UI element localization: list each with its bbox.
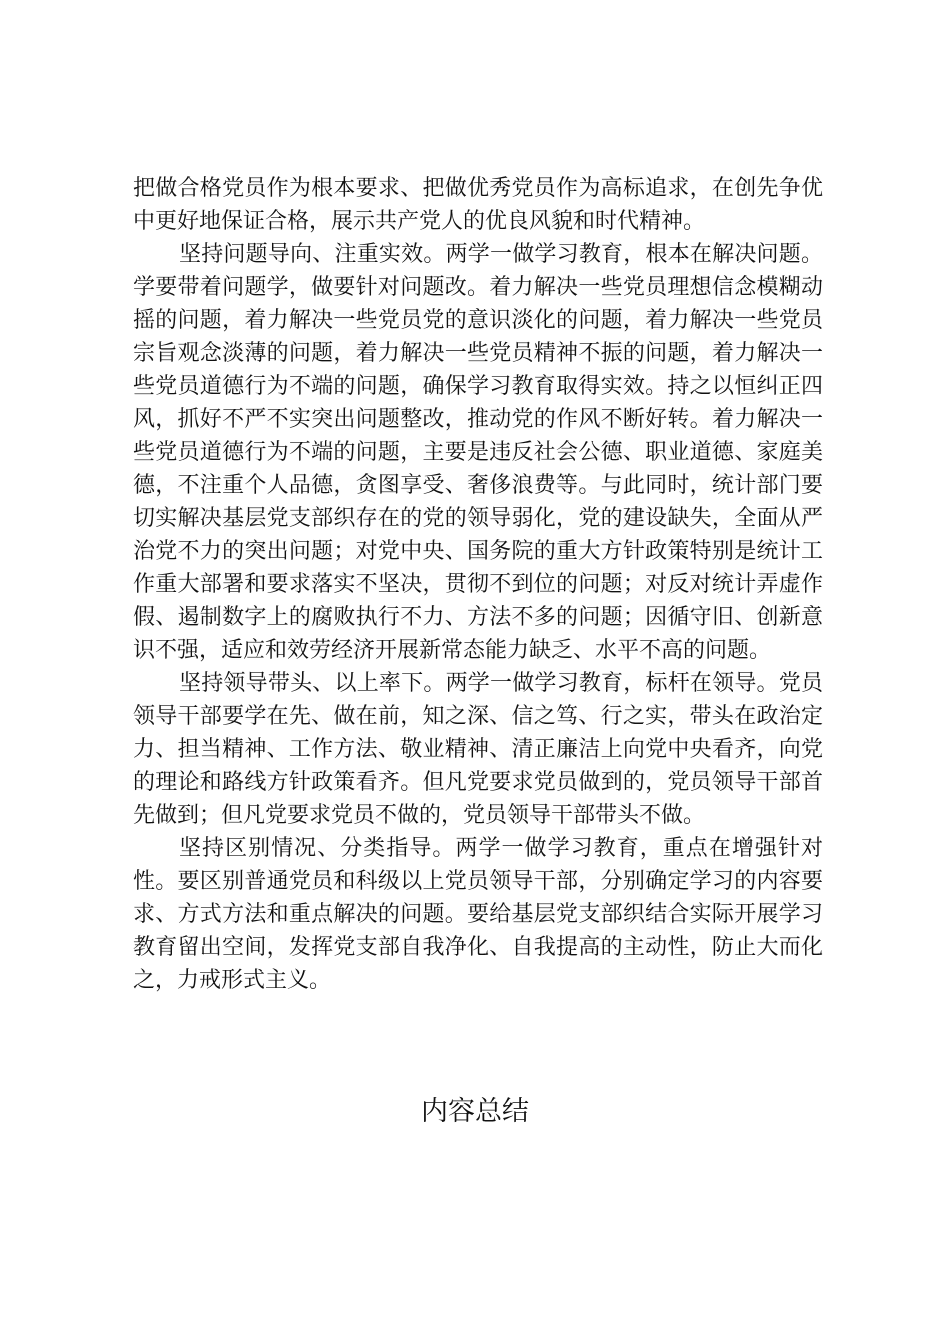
paragraph-classified-guidance: 坚持区别情况、分类指导。两学一做学习教育，重点在增强针对性。要区别普通党员和科级以上党员领导干部，分别确定学习的内容要求、方式方法和重点解决的问题。要给基层党支部织结合实际开展学习教育留出空间，发挥党支部自我净化、自我提高的主动性，防止大而化之，力戒形式主义。 — [133, 836, 823, 993]
summary-heading: 内容总结 — [421, 1096, 529, 1127]
paragraph-problem-orientation: 坚持问题导向、注重实效。两学一做学习教育，根本在解决问题。学要带着问题学，做要针对问题改。着力解决一些党员理想信念模糊动摇的问题，着力解决一些党员党的意识淡化的问题，着力解决一些党员宗旨观念淡薄的问题，着力解决一些党员精神不振的问题，着力解决一些党员道德行为不端的问题，确保学习教育取得实效。持之以恒纠正四风，抓好不严不实突出问题整改，推动党的作风不断好转。着力解决一些党员道德行为不端的问题，主要是违反社会公德、职业道德、家庭美德，不注重个人品德，贪图享受、奢侈浪费等。与此同时，统计部门要切实解决基层党支部织存在的党的领导弱化，党的建设缺失，全面从严治党不力的突出问题；对党中央、国务院的重大方针政策特别是统计工作重大部署和要求落实不坚决，贯彻不到位的问题；对反对统计弄虚作假、遏制数字上的腐败执行不力、方法不多的问题；因循守旧、创新意识不强，适应和效劳经济开展新常态能力缺乏、水平不高的问题。 — [133, 242, 823, 663]
document-body — [133, 172, 823, 997]
paragraph-leadership: 坚持领导带头、以上率下。两学一做学习教育，标杆在领导。党员领导干部要学在先、做在前，知之深、信之笃、行之实，带头在政治定力、担当精神、工作方法、敬业精神、清正廉洁上向党中央看齐，向党的理论和路线方针政策看齐。但凡党要求党员做到的，党员领导干部首先做到；但凡党要求党员不做的，党员领导干部带头不做。 — [133, 671, 823, 828]
paragraph-continued: 把做合格党员作为根本要求、把做优秀党员作为高标追求，在创先争优中更好地保证合格，展示共产党人的优良风貌和时代精神。 — [133, 176, 823, 234]
